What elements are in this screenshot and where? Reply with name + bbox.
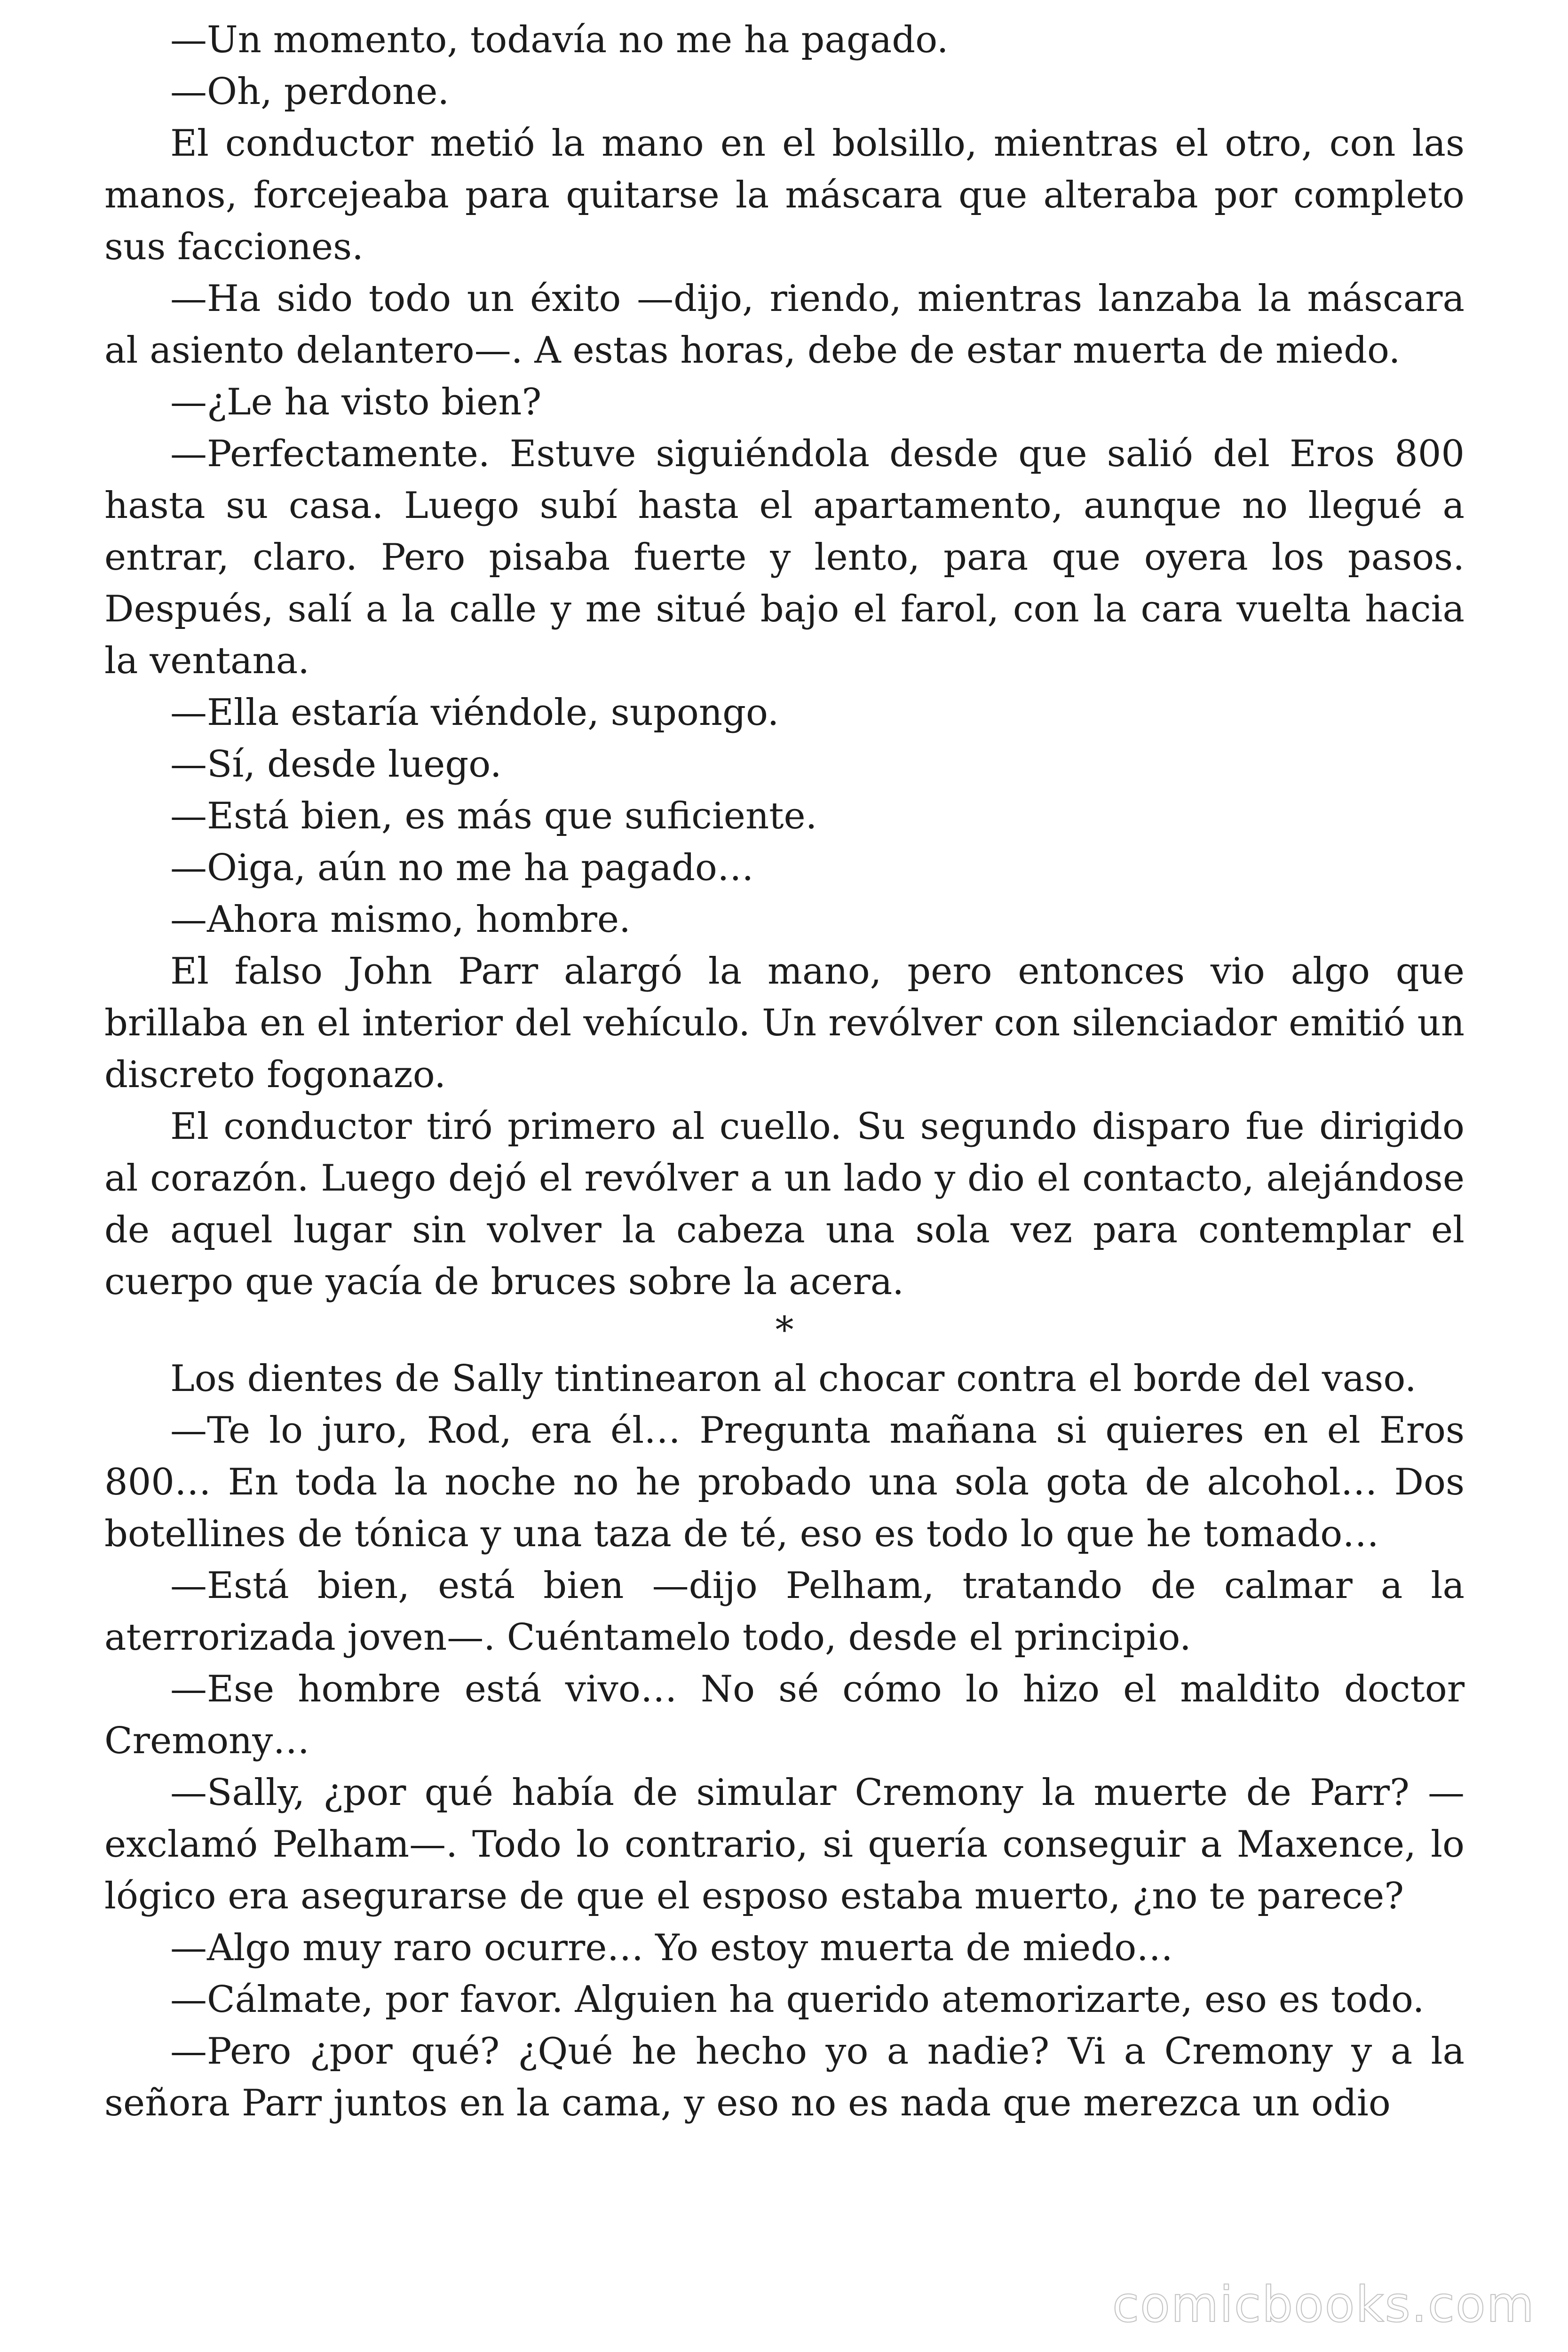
paragraph: —Oiga, aún no me ha pagado…	[170, 847, 754, 889]
paragraph: El falso John Parr alargó la mano, pero entonces vio algo que brillaba en el interior del vehículo. Un revólver con silenciador emitió un discreto fogonazo.	[104, 950, 1465, 1096]
paragraph: —Un momento, todavía no me ha pagado.	[170, 19, 949, 61]
paragraph: —Sí, desde luego.	[170, 743, 502, 786]
paragraph: —Perfectamente. Estuve siguiéndola desde que salió del Eros 800 hasta su casa. Luego subí hasta el apartamento, aunque no llegué a entrar, claro. Pero pisaba fuerte y lento, para que oyera los pasos. Después, salí a la calle y me situé bajo el farol, con la cara vuelta hacia la ventana.	[104, 433, 1465, 682]
paragraph: —Sally, ¿por qué había de simular Cremony la muerte de Parr? —exclamó Pelham—. Todo lo contrario, si quería conseguir a Maxence, lo lógico era asegurarse de que el esposo estaba muerto, ¿no te parece?	[104, 1772, 1465, 1917]
paragraph: —Pero ¿por qué? ¿Qué he hecho yo a nadie? Vi a Cremony y a la señora Parr juntos en la cama, y eso no es nada que merezca un odio	[104, 2030, 1465, 2124]
paragraph: —Algo muy raro ocurre… Yo estoy muerta de miedo…	[170, 1927, 1173, 1969]
watermark: comicbooks.com	[1112, 2276, 1535, 2333]
paragraph: —Ha sido todo un éxito —dijo, riendo, mientras lanzaba la máscara al asiento delantero—. A estas horas, debe de estar muerta de miedo.	[104, 278, 1465, 372]
paragraph: —Está bien, es más que suficiente.	[170, 795, 817, 837]
paragraph: —Cálmate, por favor. Alguien ha querido atemorizarte, eso es todo.	[170, 1979, 1425, 2021]
text-after-break	[104, 1353, 1465, 2129]
text-before-break	[104, 14, 1465, 1308]
paragraph: —¿Le ha visto bien?	[170, 381, 542, 423]
paragraph: El conductor tiró primero al cuello. Su segundo disparo fue dirigido al corazón. Luego dejó el revólver a un lado y dio el contacto, alejándose de aquel lugar sin volver la cabeza una sola vez para contemplar el cuerpo que yacía de bruces sobre la acera.	[104, 1105, 1465, 1303]
paragraph: —Ella estaría viéndole, supongo.	[170, 691, 779, 734]
paragraph: —Te lo juro, Rod, era él… Pregunta mañana si quieres en el Eros 800… En toda la noche no he probado una sola gota de alcohol… Dos botellines de tónica y una taza de té, eso es todo lo que he tomado…	[104, 1409, 1465, 1555]
section-break-asterisk: *	[775, 1309, 794, 1351]
book-page	[104, 14, 1465, 2129]
paragraph: —Oh, perdone.	[170, 71, 450, 113]
paragraph: El conductor metió la mano en el bolsillo, mientras el otro, con las manos, forcejeaba para quitarse la máscara que alteraba por completo sus facciones.	[104, 122, 1465, 268]
paragraph: —Ahora mismo, hombre.	[170, 898, 631, 941]
paragraph: —Ese hombre está vivo… No sé cómo lo hizo el maldito doctor Cremony…	[104, 1668, 1465, 1762]
paragraph: —Está bien, está bien —dijo Pelham, tratando de calmar a la aterrorizada joven—. Cuéntamelo todo, desde el principio.	[104, 1565, 1465, 1659]
paragraph: Los dientes de Sally tintinearon al chocar contra el borde del vaso.	[170, 1358, 1417, 1400]
